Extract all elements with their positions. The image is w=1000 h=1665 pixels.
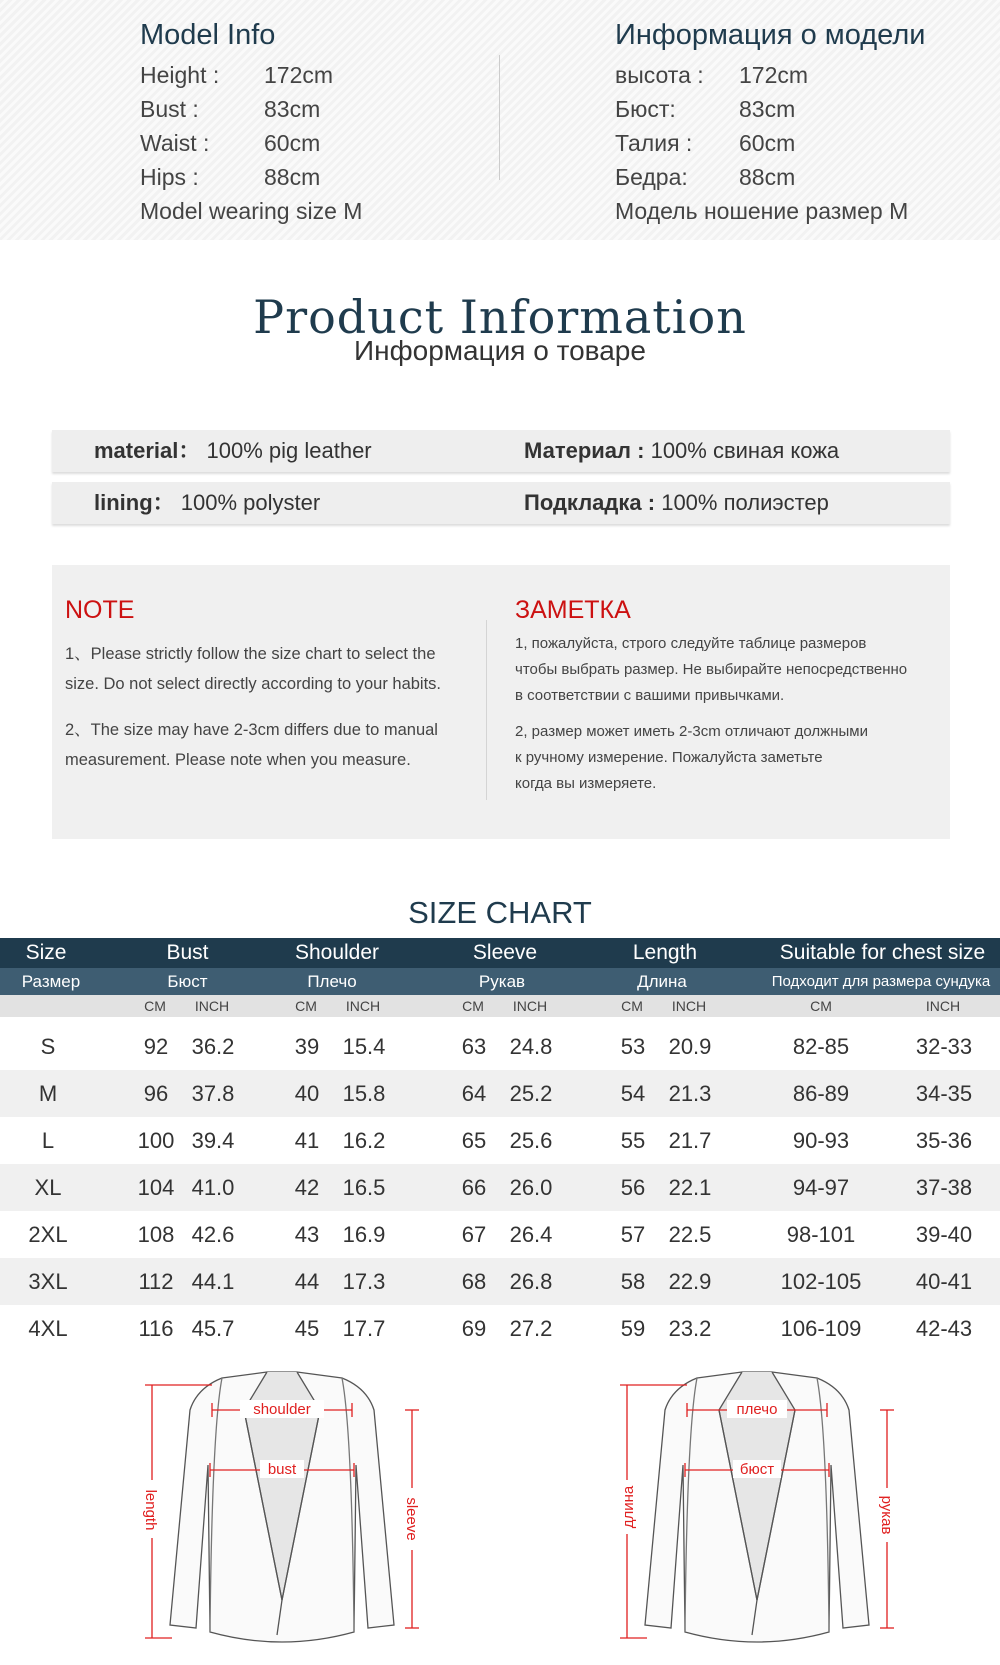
note-item-1-line-2: size. Do not select directly according to your habits. [65,675,442,693]
length-label: length [142,1489,159,1531]
model-info-title: Model Info [140,19,276,51]
note-item-1 [65,639,485,699]
unit-chest-cm: CM [810,998,832,1014]
product-info-subtitle: Информация о товаре [354,335,646,366]
material-label: material： [94,438,201,463]
sleeve-label: sleeve [403,1497,420,1541]
material-value-ru: 100% свиная кожа [650,438,840,463]
size-row-xl [0,1164,1000,1211]
cell-sleeve-cm: 65 [461,1128,487,1153]
cell-sleeve-cm: 63 [461,1034,487,1059]
lining-label: lining： [94,490,175,515]
cell-chest-cm: 106-109 [780,1316,862,1341]
model-info-section [0,0,1000,240]
header-size: Size [25,941,67,964]
header-chest: Suitable for chest size [779,941,986,964]
cell-shoulder-inch: 15.8 [342,1081,386,1106]
cell-length-inch: 21.7 [668,1128,712,1153]
material-value: 100% pig leather [206,438,372,463]
header-size-ru: Размер [21,972,81,991]
cell-length-cm: 58 [620,1269,646,1294]
measurement-diagram-ru [607,1370,907,1660]
lining-value: 100% polyster [180,490,321,515]
cell-bust-cm: 116 [138,1316,174,1341]
cell-chest-cm: 90-93 [792,1128,850,1153]
model-hips-label-ru: Бедра: [615,164,688,190]
cell-sleeve-cm: 67 [461,1222,487,1247]
header-length: Length [632,941,698,964]
product-info-title: Product Information [253,290,747,344]
cell-length-cm: 57 [620,1222,646,1247]
cell-bust-inch: 41.0 [191,1175,235,1200]
note-title-ru: ЗАМЕТКА [515,596,631,624]
note-item-1-ru-line-3: в соответствии с вашими привычками. [515,687,785,704]
cell-bust-inch: 45.7 [191,1316,235,1341]
header-sleeve: Sleeve [472,941,538,964]
size-chart-units [0,995,1000,1017]
model-bust-row [140,92,362,126]
cell-shoulder-inch: 15.4 [342,1034,386,1059]
note-item-2 [65,715,485,775]
cell-bust-cm: 108 [137,1222,175,1247]
cell-shoulder-inch: 17.3 [342,1269,386,1294]
cell-length-inch: 22.1 [668,1175,712,1200]
cell-bust-cm: 96 [143,1081,169,1106]
note-item-1-ru-line-2: чтобы выбрать размер. Не выбирайте непосредственно [515,661,908,678]
cell-length-cm: 55 [620,1128,646,1153]
cell-bust-cm: 112 [138,1269,174,1294]
unit-length-inch: INCH [671,998,707,1014]
model-hips-row-ru [615,160,925,194]
cell-shoulder-cm: 43 [294,1222,320,1247]
lining-en [94,482,320,524]
cell-sleeve-cm: 69 [461,1316,487,1341]
model-bust-value-ru: 83cm [739,96,796,122]
lining-value-ru: 100% полиэстер [661,490,829,515]
shoulder-label: shoulder [253,1401,311,1418]
header-sleeve-ru: Рукав [478,972,526,991]
cell-bust-cm: 92 [143,1034,169,1059]
cell-chest-inch: 35-36 [915,1128,973,1153]
model-wearing-size-ru: Модель ношение размер M [615,198,909,224]
cell-shoulder-cm: 40 [294,1081,320,1106]
model-hips-label: Hips : [140,164,199,190]
model-bust-row-ru [615,92,925,126]
cell-size: 3XL [28,1269,68,1294]
header-chest-ru: Подходит для размера сундука [771,973,991,990]
note-item-1-ru-line-1: 1, пожалуйста, строго следуйте таблице размеров [515,635,867,652]
model-height-label: Height : [140,62,220,88]
bust-label-ru: бюст [739,1461,775,1478]
unit-length-cm: CM [621,998,643,1014]
cell-sleeve-cm: 68 [461,1269,487,1294]
unit-sleeve-cm: CM [462,998,484,1014]
shoulder-label-ru: плечо [736,1401,778,1418]
cell-chest-inch: 34-35 [915,1081,973,1106]
size-chart-title: SIZE CHART [408,895,592,930]
model-bust-label: Bust : [140,96,199,122]
lining-ru [524,482,829,524]
material-ru [524,430,839,472]
model-wearing-size: Model wearing size M [140,198,363,224]
model-height-value-ru: 172cm [739,62,809,88]
note-item-2-ru-line-2: к ручному измерение. Пожалуйста заметьте [515,749,823,766]
model-bust-label-ru: Бюст: [615,96,676,122]
size-chart-header-ru [0,968,1000,995]
cell-chest-cm: 82-85 [792,1034,850,1059]
cell-length-cm: 54 [620,1081,646,1106]
material-label-ru: Материал : [524,438,645,463]
unit-bust-inch: INCH [194,998,230,1014]
lining-row [52,482,950,524]
cell-bust-inch: 42.6 [191,1222,235,1247]
lining-label-ru: Подкладка : [524,490,656,515]
model-waist-row-ru [615,126,925,160]
cell-chest-inch: 39-40 [915,1222,973,1247]
header-bust-ru: Бюст [167,972,208,991]
note-box [52,565,950,839]
model-height-row-ru [615,58,925,92]
cell-length-inch: 23.2 [668,1316,712,1341]
cell-chest-inch: 42-43 [915,1316,973,1341]
cell-shoulder-inch: 16.9 [342,1222,386,1247]
model-waist-label-ru: Талия : [615,130,693,156]
note-item-2-ru-line-3: когда вы измеряете. [515,775,657,792]
cell-length-inch: 20.9 [668,1034,712,1059]
model-height-label-ru: высота : [615,62,704,88]
note-item-1-line-1: 1、Please strictly follow the size chart to select the [65,645,436,663]
cell-bust-cm: 104 [137,1175,175,1200]
cell-shoulder-cm: 45 [294,1316,320,1341]
note-item-2-ru [515,719,945,797]
header-bust: Bust [166,941,209,964]
cell-size: L [41,1128,55,1153]
cell-shoulder-cm: 41 [294,1128,320,1153]
measurement-diagram-en [132,1370,432,1660]
material-row [52,430,950,472]
cell-length-inch: 22.5 [668,1222,712,1247]
unit-sleeve-inch: INCH [512,998,548,1014]
cell-bust-inch: 36.2 [191,1034,235,1059]
size-row-m [0,1070,1000,1117]
cell-sleeve-inch: 26.4 [509,1222,553,1247]
note-title: NOTE [65,596,135,624]
cell-sleeve-inch: 27.2 [509,1316,553,1341]
cell-sleeve-cm: 66 [461,1175,487,1200]
jacket-diagram-en [132,1370,432,1660]
model-waist-label: Waist : [140,130,210,156]
cell-chest-cm: 102-105 [780,1269,862,1294]
cell-chest-cm: 86-89 [792,1081,850,1106]
cell-shoulder-cm: 42 [294,1175,320,1200]
unit-shoulder-cm: CM [295,998,317,1014]
model-hips-value-ru: 88cm [739,164,796,190]
material-en [94,430,372,472]
cell-length-cm: 53 [620,1034,646,1059]
size-row-l [0,1117,1000,1164]
model-hips-row [140,160,362,194]
cell-sleeve-inch: 24.8 [509,1034,553,1059]
cell-size: S [40,1034,56,1059]
bust-label: bust [267,1461,297,1478]
cell-shoulder-inch: 16.2 [342,1128,386,1153]
length-label-ru: длина [620,1485,637,1529]
cell-size: M [38,1081,58,1106]
model-waist-value: 60cm [264,130,321,156]
cell-size: 2XL [28,1222,68,1247]
jacket-diagram-ru [607,1370,907,1660]
cell-bust-inch: 44.1 [191,1269,235,1294]
note-item-2-line-1: 2、The size may have 2-3cm differs due to manual [65,721,438,739]
note-divider [486,620,487,800]
cell-length-inch: 22.9 [668,1269,712,1294]
model-info-ru [615,18,925,228]
cell-bust-cm: 100 [137,1128,175,1153]
model-height-value: 172cm [264,62,334,88]
cell-chest-inch: 37-38 [915,1175,973,1200]
cell-sleeve-inch: 26.0 [509,1175,553,1200]
cell-shoulder-inch: 16.5 [342,1175,386,1200]
note-en [65,595,485,791]
header-length-ru: Длина [637,972,687,991]
model-height-row [140,58,362,92]
cell-length-cm: 59 [620,1316,646,1341]
cell-bust-inch: 37.8 [191,1081,235,1106]
cell-chest-inch: 40-41 [915,1269,973,1294]
unit-bust-cm: CM [144,998,166,1014]
size-row-3xl [0,1258,1000,1305]
size-row-2xl [0,1211,1000,1258]
header-shoulder-ru: Плечо [307,972,357,991]
model-info-divider [499,55,500,180]
cell-size: XL [34,1175,62,1200]
note-ru [515,595,945,807]
size-row-s [0,1023,1000,1070]
model-waist-value-ru: 60cm [739,130,796,156]
cell-length-cm: 56 [620,1175,646,1200]
model-info-en [140,18,362,228]
cell-sleeve-inch: 26.8 [509,1269,553,1294]
model-bust-value: 83cm [264,96,321,122]
cell-chest-cm: 94-97 [792,1175,850,1200]
cell-size: 4XL [28,1316,68,1341]
header-shoulder: Shoulder [294,941,380,964]
note-item-2-ru-line-1: 2, размер может иметь 2-3cm отличают должными [515,723,868,740]
sleeve-label-ru: рукав [878,1495,895,1535]
cell-shoulder-cm: 39 [294,1034,320,1059]
cell-shoulder-inch: 17.7 [342,1316,386,1341]
model-waist-row [140,126,362,160]
size-row-4xl [0,1305,1000,1352]
model-hips-value: 88cm [264,164,321,190]
unit-shoulder-inch: INCH [345,998,381,1014]
cell-sleeve-cm: 64 [461,1081,487,1106]
note-item-1-ru [515,631,945,709]
note-item-2-line-2: measurement. Please note when you measure. [65,751,411,769]
unit-chest-inch: INCH [925,998,961,1014]
cell-bust-inch: 39.4 [191,1128,235,1153]
cell-shoulder-cm: 44 [294,1269,320,1294]
size-chart-header-en [0,938,1000,968]
cell-sleeve-inch: 25.6 [509,1128,553,1153]
cell-chest-inch: 32-33 [915,1034,973,1059]
cell-length-inch: 21.3 [668,1081,712,1106]
model-info-title-ru: Информация о модели [615,19,926,51]
cell-sleeve-inch: 25.2 [509,1081,553,1106]
cell-chest-cm: 98-101 [786,1222,856,1247]
